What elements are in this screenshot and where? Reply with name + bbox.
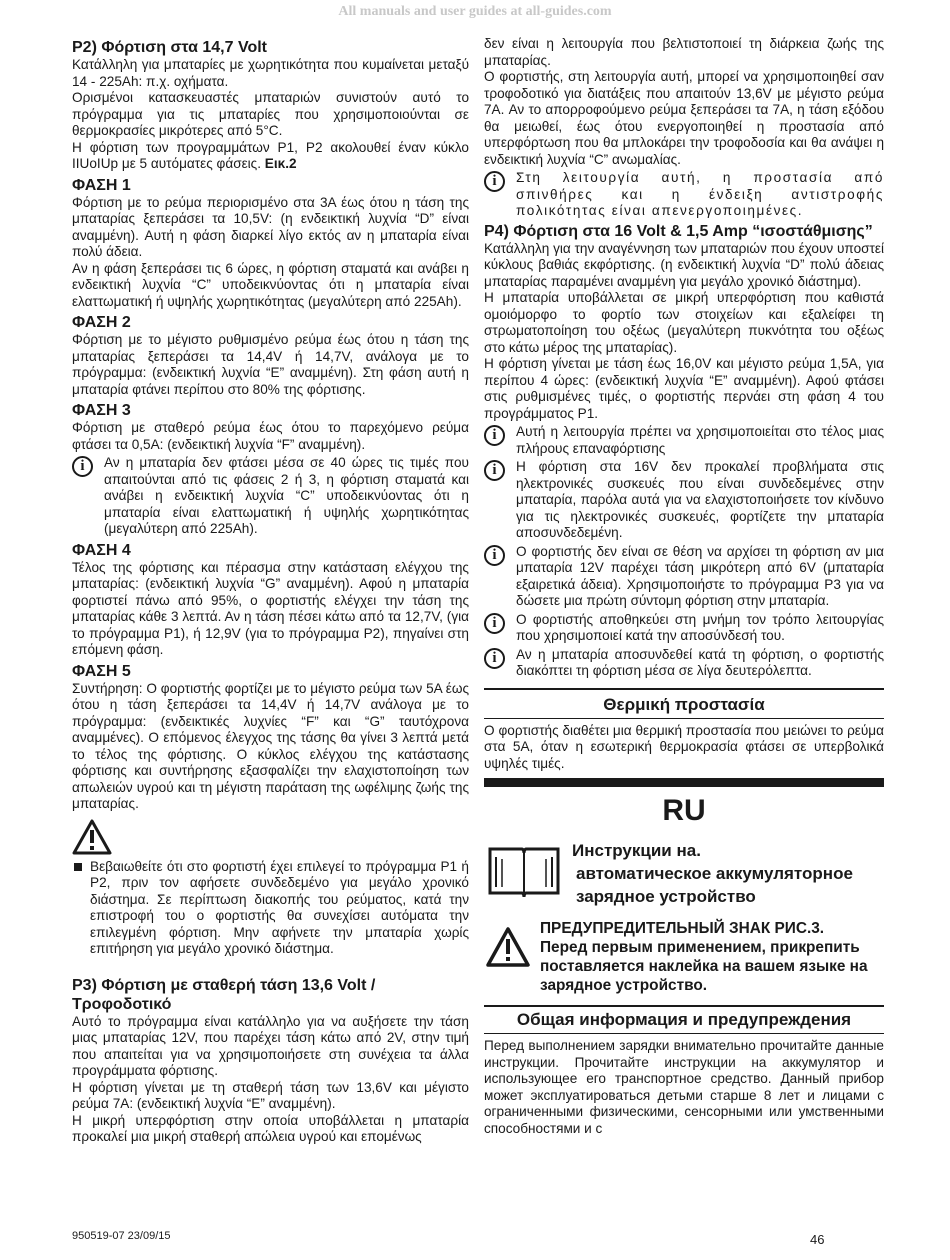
ru-title-line: Инструкции на.	[572, 841, 701, 860]
info-icon: i	[484, 613, 505, 634]
note-text: Ο φορτιστής αποθηκεύει στη μνήμη τον τρόπο λειτουργίας που χρησιμοποιεί κατά την αποσύνδεσή του.	[516, 611, 884, 643]
paragraph: Η φόρτιση γίνεται με τάση έως 16,0V και μέγιστο ρεύμα 1,5A, για περίπου 4 ώρες: (ενδεικτική λυχνία “E” αναμμένη). Αφού φτάσει στις ρυθμισμένες τιμές, ο φορτιστής περνάει στη φάση 4 του προγράμματος P1.	[484, 356, 884, 421]
warning-triangle-icon	[72, 819, 112, 855]
figure-ref: Εικ.2	[264, 156, 297, 171]
paragraph: Ο φορτιστής, στη λειτουργία αυτή, μπορεί να χρησιμοποιηθεί σαν τροφοδοτικό για διατάξεις που απαιτούν 13,6V με μέγιστο ρεύμα 7A. Αν το απορροφούμενο ρεύμα ξεπεράσει τα 7A, η τάση εξόδου θα μειωθεί, έως ότου ενεργοποιηθεί η προστασία από υπερφόρτωση που θα μπλοκάρει την τροφοδοσία και θα ανάψει η ενδεικτική λυχνία “C” ανωμαλίας.	[484, 69, 884, 167]
section-title-p4: P4) Φόρτιση στα 16 Volt & 1,5 Amp “ισοστάθμισης”	[484, 222, 873, 240]
info-icon: i	[484, 425, 505, 446]
phase-title: ΦΑΣΗ 1	[72, 176, 131, 194]
section-title-p3: P3) Φόρτιση με σταθερή τάση 13,6 Volt / Τροφοδοτικό	[72, 976, 376, 1013]
language-label: RU	[662, 794, 706, 827]
bullet-square-icon	[74, 863, 82, 871]
paragraph: Φόρτιση με σταθερό ρεύμα έως ότου το παρεχόμενο ρεύμα φτάσει τα 0,5A: (ενδεικτική λυχνία “F” αναμμένη).	[72, 420, 469, 452]
note-text: Αν η μπαταρία αποσυνδεθεί κατά τη φόρτιση, ο φορτιστής διακόπτει τη φόρτιση μέσα σε λίγα δευτερόλεπτα.	[516, 646, 884, 678]
paragraph-text: Η φόρτιση των προγραμμάτων P1, P2 ακολουθεί έναν κύκλο IIUoIUp με 5 αυτόματες φάσεις.	[72, 139, 469, 171]
phase-title: ΦΑΣΗ 5	[72, 662, 131, 680]
note-text: Αυτή η λειτουργία πρέπει να χρησιμοποιείται στο τέλος μιας πλήρους επαναφόρτισης	[516, 424, 884, 456]
bullet-text: Βεβαιωθείτε ότι στο φορτιστή έχει επιλεγεί το πρόγραμμα P1 ή P2, πριν τον αφήσετε συνδεδεμένο για μεγάλο χρονικό διάστημα. Σε περίπτωση διακοπής του ρεύματος, κατά την επιστροφή του ο φορτιστής θα συνεχίσει αυτόματα την επιλεγμένη φόρτιση. Μην αφήνετε την μπαταρία χωρίς επιτήρηση για μεγάλο χρονικό διάστημα.	[90, 858, 469, 956]
paragraph: Перед выполнением зарядки внимательно прочитайте данные инструкции. Прочитайте инструкции на аккумулятор и использующее его транспортное средство. Данный прибор может эксплуатироваться детьми старше 8 лет и лицами с ограниченными физическими, сенсорными или умственными способностями и с	[484, 1038, 884, 1136]
info-icon: i	[484, 460, 505, 481]
info-icon: i	[72, 456, 93, 477]
paragraph: Η μπαταρία υποβάλλεται σε μικρή υπερφόρτιση που καθιστά ομοιόμορφο το φορτίο των στοιχείων και εξαλείφει τη στρωματοποίηση του οξέως (μεγαλύτερη πυκνότητα του οξέως στο κάτω μέρος της μπαταρίας).	[484, 290, 884, 355]
info-note	[72, 455, 469, 538]
document-id: 950519-07 23/09/15	[72, 1230, 171, 1242]
paragraph: Ορισμένοι κατασκευαστές μπαταριών συνιστούν αυτό το πρόγραμμα για τις μπαταρίες που χρησιμοποιούνται σε θερμοκρασίες μικρότερες από 5°C.	[72, 90, 469, 138]
info-note	[484, 647, 884, 680]
right-column	[484, 36, 884, 1137]
divider-bar	[484, 778, 884, 787]
info-icon: i	[484, 545, 505, 566]
ru-title-line: зарядное устройство	[576, 887, 756, 906]
paragraph: Φόρτιση με το μέγιστο ρυθμισμένο ρεύμα έως ότου η τάση της μπαταρίας ξεπεράσει τα 14,4V ή 14,7V, ανάλογα με το πρόγραμμα: (ενδεικτική λυχνία “E” αναμμένη). Στη φάση αυτή η μπαταρία φτάνει περίπου στο 80% της φόρτισης.	[72, 332, 469, 397]
divider	[484, 1005, 884, 1007]
paragraph: Αυτό το πρόγραμμα είναι κατάλληλο για να αυξήσετε την τάση μιας μπαταρίας 12V, που παρέχει τάση κάτω από 2V, στην τιμή που απαιτείται για να χρησιμοποιήσετε στη συνέχεια τα άλλα προγράμματα φόρτισης.	[72, 1013, 469, 1078]
note-text: Αν η μπαταρία δεν φτάσει μέσα σε 40 ώρες τις τιμές που απαιτούνται από τις φάσεις 2 ή 3, η φόρτιση σταματά και ανάβει η ενδεικτική λυχνία “C” υποδεικνύοντας ότι η μπαταρία είναι ελαττωματική ή υψηλής χωρητικότητας (μεγαλύτερη από 225Ah).	[104, 455, 469, 536]
left-column	[72, 36, 469, 1146]
note-text: Στη λειτουργία αυτή, η προστασία από σπινθήρες και η ένδειξη αντιστροφής πολικότητας είναι απενεργοποιημένες.	[516, 170, 884, 218]
section-title-p2: P2) Φόρτιση στα 14,7 Volt	[72, 39, 267, 56]
paragraph: Ο φορτιστής διαθέτει μια θερμική προστασία που μειώνει το ρεύμα στα 5A, όταν η εσωτερική θερμοκρασία φτάσει σε υπερβολικά υψηλές τιμές.	[484, 722, 884, 771]
watermark: All manuals and user guides at all-guides.com	[338, 4, 612, 19]
phase-title: ΦΑΣΗ 3	[72, 402, 131, 419]
ru-warning-title: ПРЕДУПРЕДИТЕЛЬНЫЙ ЗНАК РИС.3.	[540, 920, 825, 937]
note-text: Ο φορτιστής δεν είναι σε θέση να αρχίσει τη φόρτιση αν μια μπαταρία 12V παρέχει τάση μικρότερη από 6V (μπαταρία εξαιρετικά άδεια). Χρησιμοποιήστε το πρόγραμμα P3 για να δώσετε μια πρώτη σύντομη φόρτιση στην μπαταρία.	[516, 543, 884, 608]
paragraph: Κατάλληλη για την αναγέννηση των μπαταριών που έχουν υποστεί κύκλους βαθιάς εκφόρτισης. (η ενδεικτική λυχνία “D” πολύ άδειας μπαταρίας παραμένει αναμμένη για μεγάλο χρονικό διάστημα).	[484, 240, 884, 289]
warning-triangle-icon	[486, 927, 530, 967]
paragraph: Η φόρτιση γίνεται με τη σταθερή τάση των 13,6V και μέγιστο ρεύμα 7A: (ενδεικτική λυχνία “E” αναμμένη).	[72, 1079, 469, 1111]
section-title-thermal: Θερμική προστασία	[603, 694, 765, 714]
paragraph	[72, 140, 469, 173]
book-icon	[486, 841, 562, 899]
phase-title: ΦΑΣΗ 4	[72, 541, 131, 559]
section-title-general: Общая информация и предупреждения	[516, 1010, 852, 1029]
warning-bullet	[72, 859, 469, 958]
paragraph: Φόρτιση με το ρεύμα περιορισμένο στα 3A έως ότου η τάση της μπαταρίας ξεπεράσει τα 10,5V: (η ενδεικτική λυχνία “D” είναι αναμμένη). Αυτή η φάση διαρκεί λίγο εκτός αν η μπαταρία είναι πολύ άδεια.	[72, 194, 469, 259]
page-number: 46	[810, 1232, 825, 1247]
note-text: Η φόρτιση στα 16V δεν προκαλεί προβλήματα στις ηλεκτρονικές συσκευές που είναι συνδεδεμένες στην μπαταρία, παρόλα αυτά για να ελαχιστοποιήσετε τον κίνδυνο για τις ηλεκτρονικές συσκευές, φορτίζετε την μπαταρία αποσυνδεδεμένη.	[516, 459, 884, 540]
ru-warning-body: Перед первым применением, прикрепить поставляется наклейка на вашем языке на зарядное устройство.	[540, 939, 868, 994]
divider	[484, 718, 884, 719]
ru-manual-title	[572, 839, 853, 908]
paragraph: Αν η φάση ξεπεράσει τις 6 ώρες, η φόρτιση σταματά και ανάβει η ενδεικτική λυχνία “C” υποδεικνύοντας ότι η μπαταρία είναι ελαττωματική ή υψηλής χωρητικότητας (μεγαλύτερη από 225Ah).	[72, 260, 469, 309]
phase-title: ΦΑΣΗ 2	[72, 314, 131, 331]
paragraph: Η μικρή υπερφόρτιση στην οποία υποβάλλεται η μπαταρία προκαλεί μια μικρή σταθερή απώλεια υγρού και επομένως	[72, 1112, 469, 1144]
info-note	[484, 424, 884, 457]
info-note	[484, 544, 884, 610]
ru-manual-header	[484, 839, 884, 907]
info-icon: i	[484, 171, 505, 192]
divider	[484, 1033, 884, 1034]
info-note	[484, 459, 884, 542]
paragraph: δεν είναι η λειτουργία που βελτιστοποιεί τη διάρκεια ζωής της μπαταρίας.	[484, 36, 884, 68]
ru-title-line: автоматическое аккумуляторное	[576, 864, 853, 883]
divider	[484, 688, 884, 690]
paragraph: Συντήρηση: Ο φορτιστής φορτίζει με το μέγιστο ρεύμα των 5A έως ότου η τάση ξεπεράσει τα 14,4V ή 14,7V ανάλογα με το πρόγραμμα: (ενδεικτικές λυχνίες “F” και “G” ταυτόχρονα αναμμένες). Ο επόμενος έλεγχος της τάσης θα γίνει 3 λεπτά μετά το τέλος της φόρτισης. Ο κύκλος ελέγχου της κατάστασης φόρτισης και συντήρησης εξασφαλίζει την ελαχιστοποίηση των απωλειών υγρού και τη μέγιστη παράταση της ωφέλιμης ζωής της μπαταρίας.	[72, 680, 469, 811]
info-note	[484, 170, 884, 220]
ru-warning-text	[540, 919, 884, 995]
paragraph: Κατάλληλη για μπαταρίες με χωρητικότητα που κυμαίνεται μεταξύ 14 - 225Ah: π.χ. οχήματα.	[72, 57, 469, 89]
info-icon: i	[484, 648, 505, 669]
ru-warning-block	[484, 919, 884, 999]
paragraph: Τέλος της φόρτισης και πέρασμα στην κατάσταση ελέγχου της μπαταρίας: (ενδεικτική λυχνία “G” αναμμένη). Αφού η μπαταρία φορτιστεί πάνω από 95%, ο φορτιστής ελέγχει την τάση της μπαταρίας κάθε 3 λεπτά. Αν η τάση πέσει κάτω από τα 12,7V, (για το πρόγραμμα P1), ή 12,9V (για το πρόγραμμα P2), πηγαίνει στη επόμενη φάση.	[72, 559, 469, 657]
info-note	[484, 612, 884, 645]
